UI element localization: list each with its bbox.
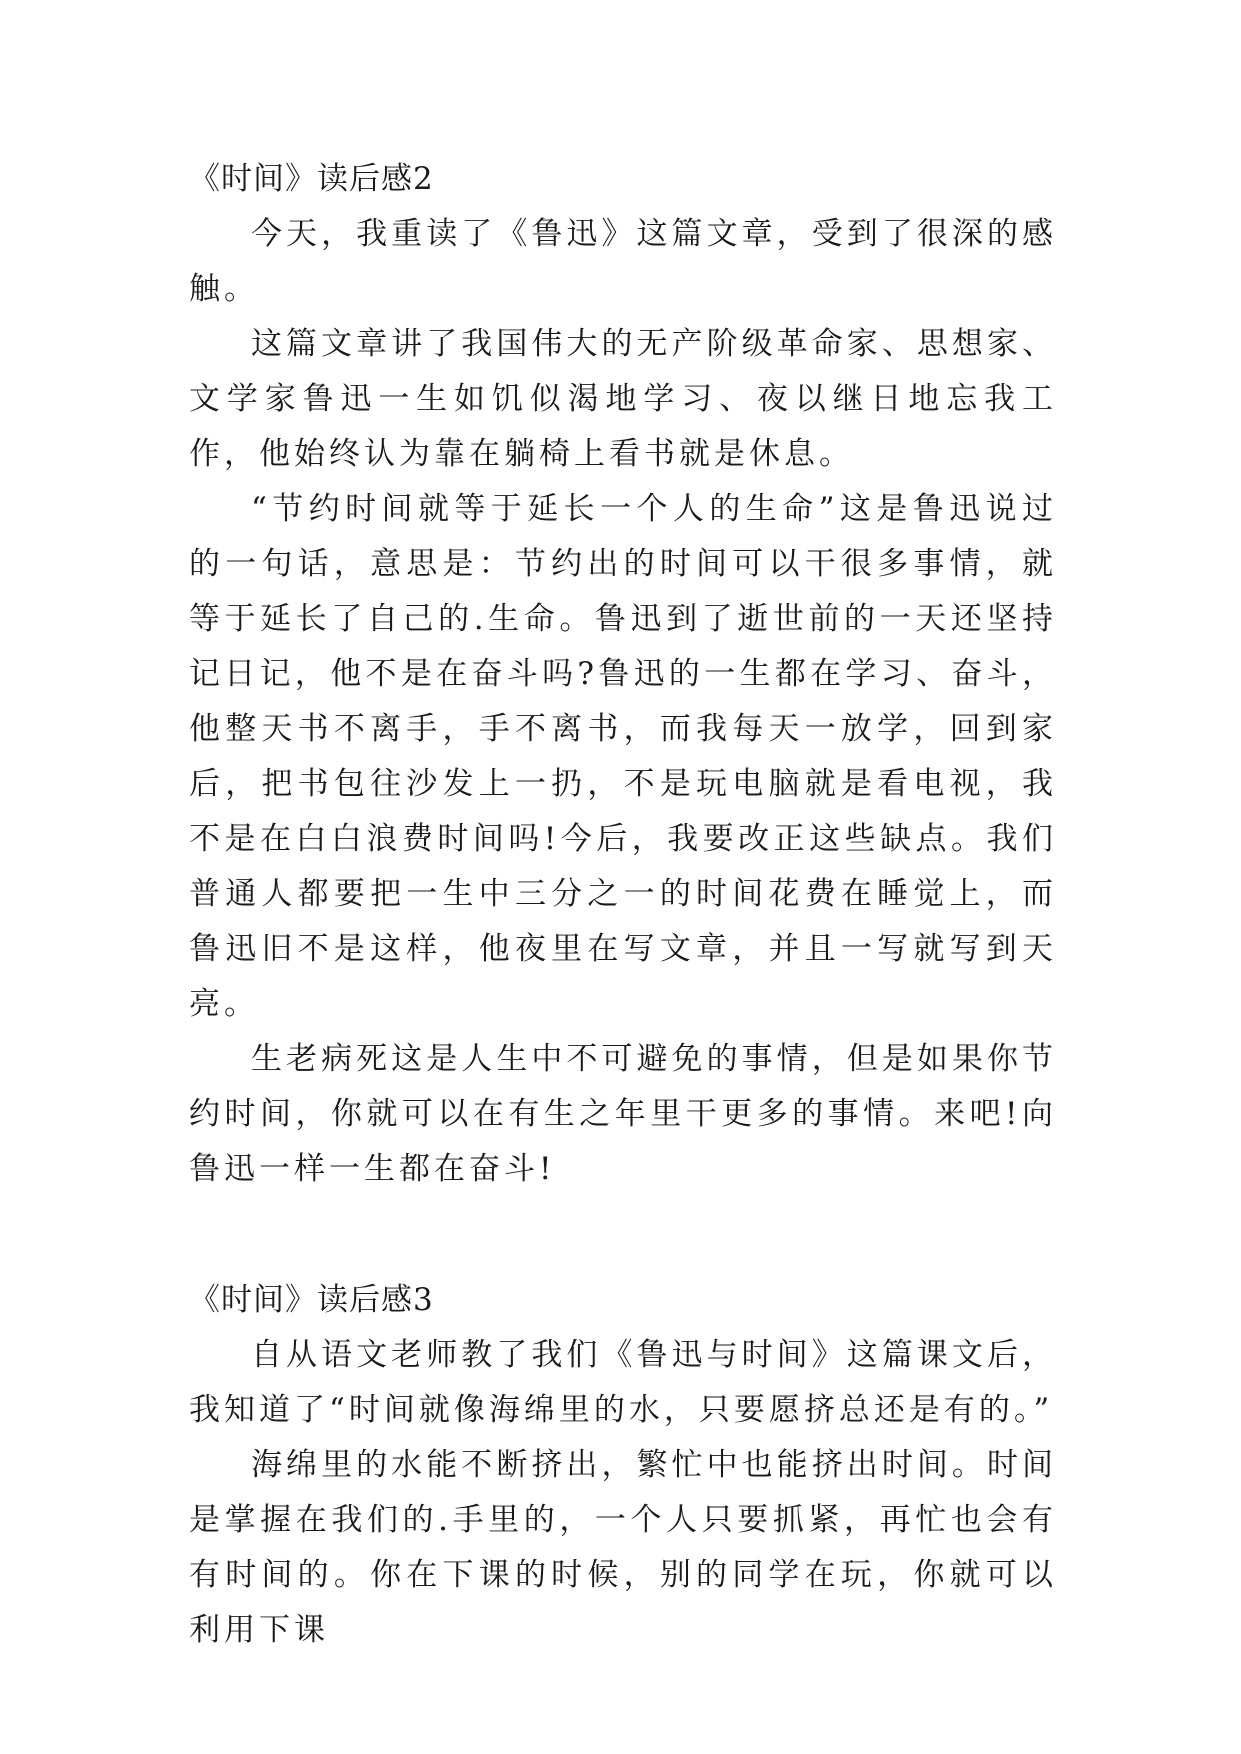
paragraph: 今天，我重读了《鲁迅》这篇文章，受到了很深的感触。: [189, 216, 1057, 307]
section-reflection-3: [189, 1273, 1057, 1658]
paragraph: 海绵里的水能不断挤出，繁忙中也能挤出时间。时间是掌握在我们的.手里的，一个人只要抓紧，再忙也会有有时间的。你在下课的时候，别的同学在玩，你就可以利用下课: [189, 1447, 1057, 1648]
paragraph: “节约时间就等于延长一个人的生命”这是鲁迅说过的一句话，意思是：节约出的时间可以干很多事情，就等于延长了自己的.生命。鲁迅到了逝世前的一天还坚持记日记，他不是在奋斗吗?鲁迅的一生都在学习、奋斗，他整天书不离手，手不离书，而我每天一放学，回到家后，把书包往沙发上一扔，不是玩电脑就是看电视，我不是在白白浪费时间吗!今后，我要改正这些缺点。我们普通人都要把一生中三分之一的时间花费在睡觉上，而鲁迅旧不是这样，他夜里在写文章，并且一写就写到天亮。: [189, 491, 1057, 1022]
section-reflection-2: [189, 152, 1057, 1197]
document-body: [189, 152, 1057, 1658]
paragraph: 生老病死这是人生中不可避免的事情，但是如果你节约时间，你就可以在有生之年里干更多的事情。来吧!向鲁迅一样一生都在奋斗!: [189, 1041, 1057, 1187]
section-title: 《时间》读后感2: [189, 161, 434, 197]
paragraph: 这篇文章讲了我国伟大的无产阶级革命家、思想家、文学家鲁迅一生如饥似渴地学习、夜以继日地忘我工作，他始终认为靠在躺椅上看书就是休息。: [189, 326, 1057, 472]
section-spacer: [189, 1197, 1057, 1273]
paragraph: 自从语文老师教了我们《鲁迅与时间》这篇课文后，我知道了“时间就像海绵里的水，只要愿挤总还是有的。”: [189, 1337, 1057, 1428]
section-title: 《时间》读后感3: [189, 1282, 434, 1318]
